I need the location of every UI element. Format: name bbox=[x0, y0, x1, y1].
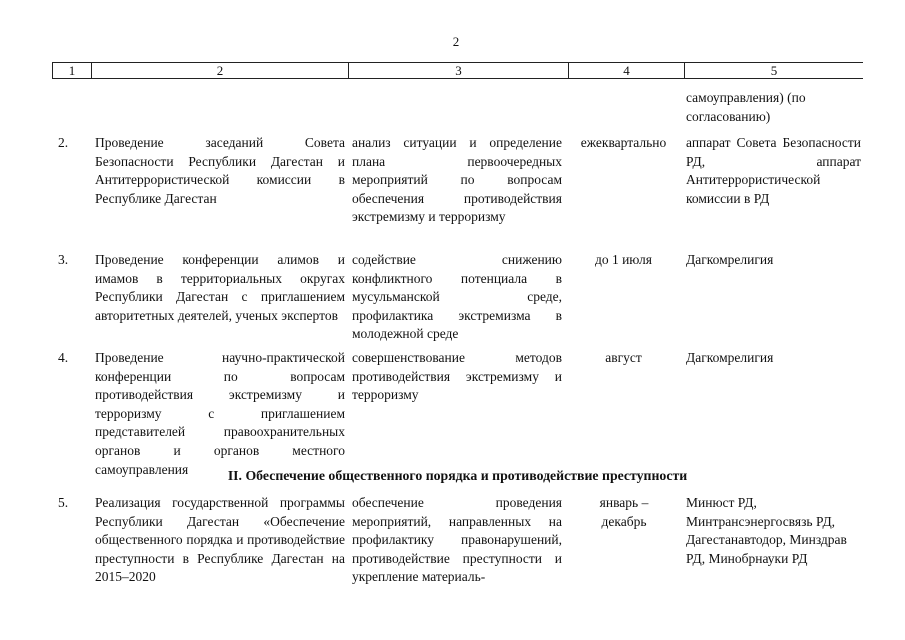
row-goal: анализ ситуации и определение плана первоочередных мероприятий по вопросам обеспечения противодействия экстремизму и терроризму bbox=[352, 135, 562, 225]
row-number: 3. bbox=[58, 252, 69, 267]
row-term: январь – декабрь bbox=[599, 495, 649, 529]
header-col-1: 1 bbox=[52, 63, 92, 78]
row-goal: совершенствование методов противодействия экстремизму и терроризму bbox=[352, 350, 562, 403]
row-executor: Минюст РД, Минтрансэнергосвязь РД, Дагестанавтодор, Минздрав РД, Минобрнауки РД bbox=[686, 495, 847, 566]
section-title: II. Обеспечение общественного порядка и противодействие преступности bbox=[227, 468, 688, 483]
continuation-executor: самоуправления) (по согласованию) bbox=[686, 90, 806, 124]
row-executor: Дагкомрелигия bbox=[686, 350, 774, 365]
row-goal: содействие снижению конфликтного потенциала в мусульманской среде, профилактика экстремизма в молодежной среде bbox=[352, 252, 562, 342]
row-goal: обеспечение проведения мероприятий, направленных на профилактику правонарушений, противодействие преступности и укрепление материаль- bbox=[352, 495, 562, 585]
header-col-4: 4 bbox=[569, 63, 685, 78]
row-event: Проведение научно-практической конференции по вопросам противодействия экстремизму и терроризму с приглашением представителей правоохранительных органов и органов местного самоуправления bbox=[95, 350, 345, 477]
row-executor: Дагкомрелигия bbox=[686, 252, 774, 267]
page-number: 2 bbox=[452, 34, 460, 49]
row-term: до 1 июля bbox=[594, 252, 653, 267]
header-col-5: 5 bbox=[770, 63, 778, 78]
header-col-2: 2 bbox=[92, 63, 349, 78]
row-event: Реализация государственной программы Республики Дагестан «Обеспечение общественного порядка и противодействие преступности в Республике Дагестан на 2015–2020 bbox=[95, 495, 345, 585]
table-header bbox=[52, 62, 863, 79]
row-number: 5. bbox=[58, 495, 69, 510]
row-event: Проведение конференции алимов и имамов в территориальных округах Республики Дагестан с приглашением авторитетных деятелей, ученых экспертов bbox=[95, 252, 345, 323]
header-col-3: 3 bbox=[349, 63, 569, 78]
row-number: 4. bbox=[58, 350, 69, 365]
row-event: Проведение заседаний Совета Безопасности Республики Дагестан и Антитеррористической комиссии в Республике Дагестан bbox=[95, 135, 345, 206]
row-term: ежеквартально bbox=[580, 135, 667, 150]
row-term: август bbox=[605, 350, 642, 365]
row-executor: аппарат Совета Безопасности РД, аппарат Антитеррористической комиссии в РД bbox=[686, 135, 861, 206]
row-number: 2. bbox=[58, 135, 69, 150]
